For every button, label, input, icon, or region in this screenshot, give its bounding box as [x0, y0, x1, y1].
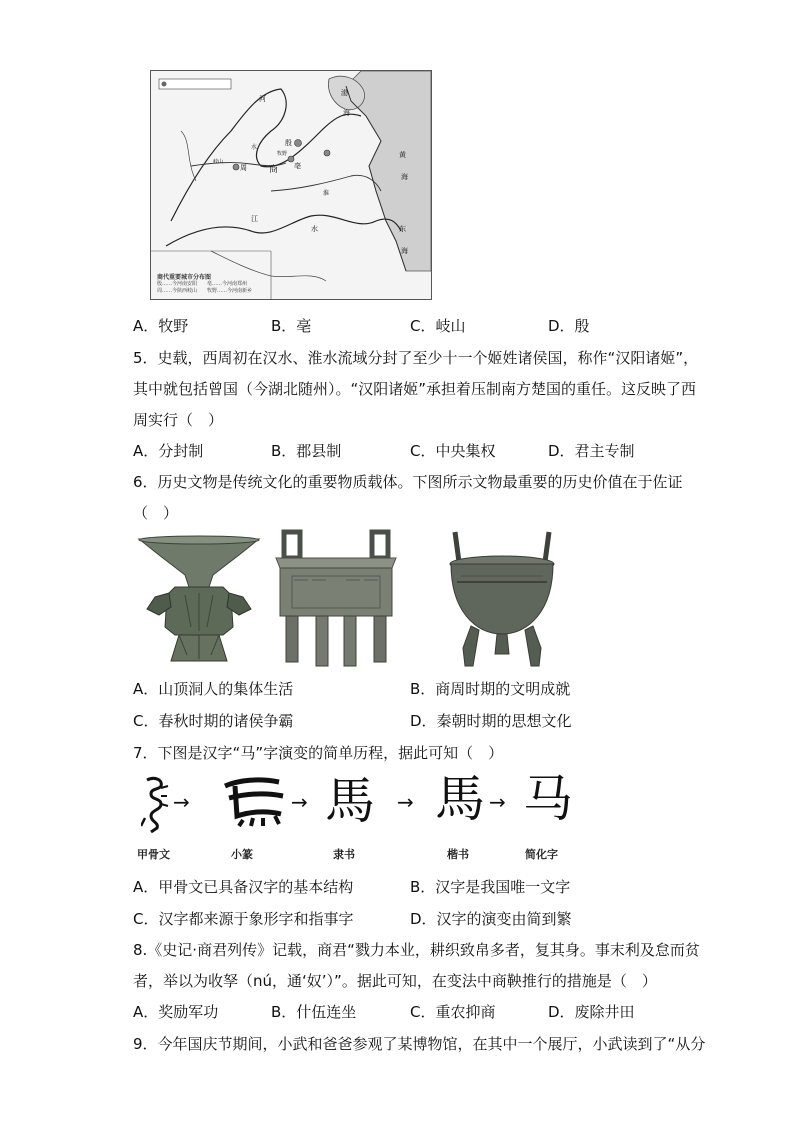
q8-stem-line: 者，举以为收孥（nú，通‘奴’）”。据此可知，在变法中商鞅推行的措施是（ ）: [133, 972, 657, 990]
q5-stem-line: 其中就包括曾国（今湖北随州）。“汉阳诸姬”承担着压制南方楚国的重任。这反映了西: [133, 380, 697, 398]
map-legend-row: 殷……今河南安阳 亳……今河南郑州: [157, 281, 248, 287]
q6-stem-line: （ ）: [133, 504, 179, 522]
map-legend-row: 周……今陕西岐山 牧野……今河南新乡: [157, 288, 253, 294]
svg-text:海: 海: [401, 173, 408, 181]
svg-text:东: 东: [399, 225, 406, 233]
q7-option-b[interactable]: B．汉字是我国唯一文字: [410, 878, 571, 896]
q5-stem-line: 周实行（ ）: [133, 411, 224, 429]
svg-text:岐山: 岐山: [213, 159, 224, 165]
q6-stem-line: 6．历史文物是传统文化的重要物质载体。下图所示文物最重要的历史价值在于佐证: [133, 473, 683, 491]
clerical-horse-char: 馬: [325, 772, 375, 830]
q4-option-d[interactable]: D．殷: [548, 317, 590, 335]
svg-text:牧野: 牧野: [277, 151, 288, 157]
character-evolution-figure: [135, 770, 585, 865]
q5-stem-line: 5．史载，西周初在汉水、淮水流域分封了至少十一个姬姓诸侯国，称作“汉阳诸姬”，: [133, 349, 699, 367]
bronze-zun-image: [135, 535, 263, 667]
svg-text:渤: 渤: [341, 89, 348, 97]
oracle-bone-horse-glyph: [141, 776, 169, 834]
q8-stem-line: 8.《史记·商君列传》记载，商君“戮力本业，耕织致帛多者，复其身。事末利及怠而贫: [133, 941, 700, 959]
q7-option-d[interactable]: D．汉字的演变由简到繁: [410, 910, 572, 928]
arrow-icon: →: [397, 790, 414, 814]
q6-option-d[interactable]: D．秦朝时期的思想文化: [410, 712, 572, 730]
q5-option-a[interactable]: A．分封制: [133, 442, 204, 460]
arrow-icon: →: [291, 790, 308, 814]
svg-text:海: 海: [343, 109, 350, 117]
q8-option-b[interactable]: B．什伍连坐: [271, 1003, 357, 1021]
svg-text:周: 周: [240, 164, 247, 172]
svg-text:黄: 黄: [399, 151, 406, 159]
q4-option-a[interactable]: A．牧野: [133, 317, 189, 335]
q7-stem: 7．下图是汉字“马”字演变的简单历程，据此可知（ ）: [133, 744, 504, 762]
map-drawing: [151, 71, 431, 299]
label-simplified: 简化字: [525, 848, 558, 861]
small-seal-horse-glyph: [219, 776, 291, 828]
svg-text:商: 商: [269, 165, 279, 175]
svg-text:水: 水: [311, 225, 318, 233]
svg-text:海: 海: [401, 247, 408, 255]
regular-horse-char: 馬: [435, 770, 485, 828]
q9-stem-line: 9．今年国庆节期间，小武和爸爸参观了某博物馆，在其中一个展厅，小武读到了“从分: [133, 1035, 706, 1053]
label-small-seal: 小篆: [231, 848, 253, 861]
svg-text:水: 水: [251, 144, 258, 151]
map-figure: [150, 70, 432, 300]
map-title: 商代重要城市分布图: [157, 274, 212, 281]
svg-text:淮: 淮: [323, 190, 330, 197]
label-oracle-bone: 甲骨文: [137, 848, 170, 861]
map-legend: [157, 274, 252, 295]
svg-text:亳: 亳: [294, 162, 301, 170]
simplified-horse-char: 马: [523, 770, 573, 828]
q5-option-d[interactable]: D．君主专制: [548, 442, 635, 460]
q5-option-c[interactable]: C．中央集权: [410, 442, 496, 460]
q7-option-c[interactable]: C．汉字都来源于象形字和指事字: [133, 910, 354, 928]
label-clerical: 隶书: [333, 848, 355, 861]
q6-option-c[interactable]: C．春秋时期的诸侯争霸: [133, 712, 294, 730]
svg-text:江: 江: [251, 215, 258, 223]
q5-option-b[interactable]: B．郡县制: [271, 442, 342, 460]
q8-option-d[interactable]: D．废除井田: [548, 1003, 635, 1021]
q8-option-c[interactable]: C．重农抑商: [410, 1003, 496, 1021]
q6-option-a[interactable]: A．山顶洞人的集体生活: [133, 680, 294, 698]
q6-option-b[interactable]: B．商周时期的文明成就: [410, 680, 571, 698]
q4-option-b[interactable]: B．亳: [271, 317, 312, 335]
svg-text:殷: 殷: [285, 139, 292, 147]
round-ding-image: [445, 530, 565, 672]
q4-option-c[interactable]: C．岐山: [410, 317, 466, 335]
arrow-icon: →: [173, 790, 190, 814]
svg-text:河: 河: [259, 95, 266, 103]
arrow-icon: →: [489, 790, 506, 814]
square-ding-image: [272, 528, 400, 670]
q8-option-a[interactable]: A．奖励军功: [133, 1003, 219, 1021]
label-regular: 楷书: [447, 848, 469, 861]
q7-option-a[interactable]: A．甲骨文已具备汉字的基本结构: [133, 878, 354, 896]
